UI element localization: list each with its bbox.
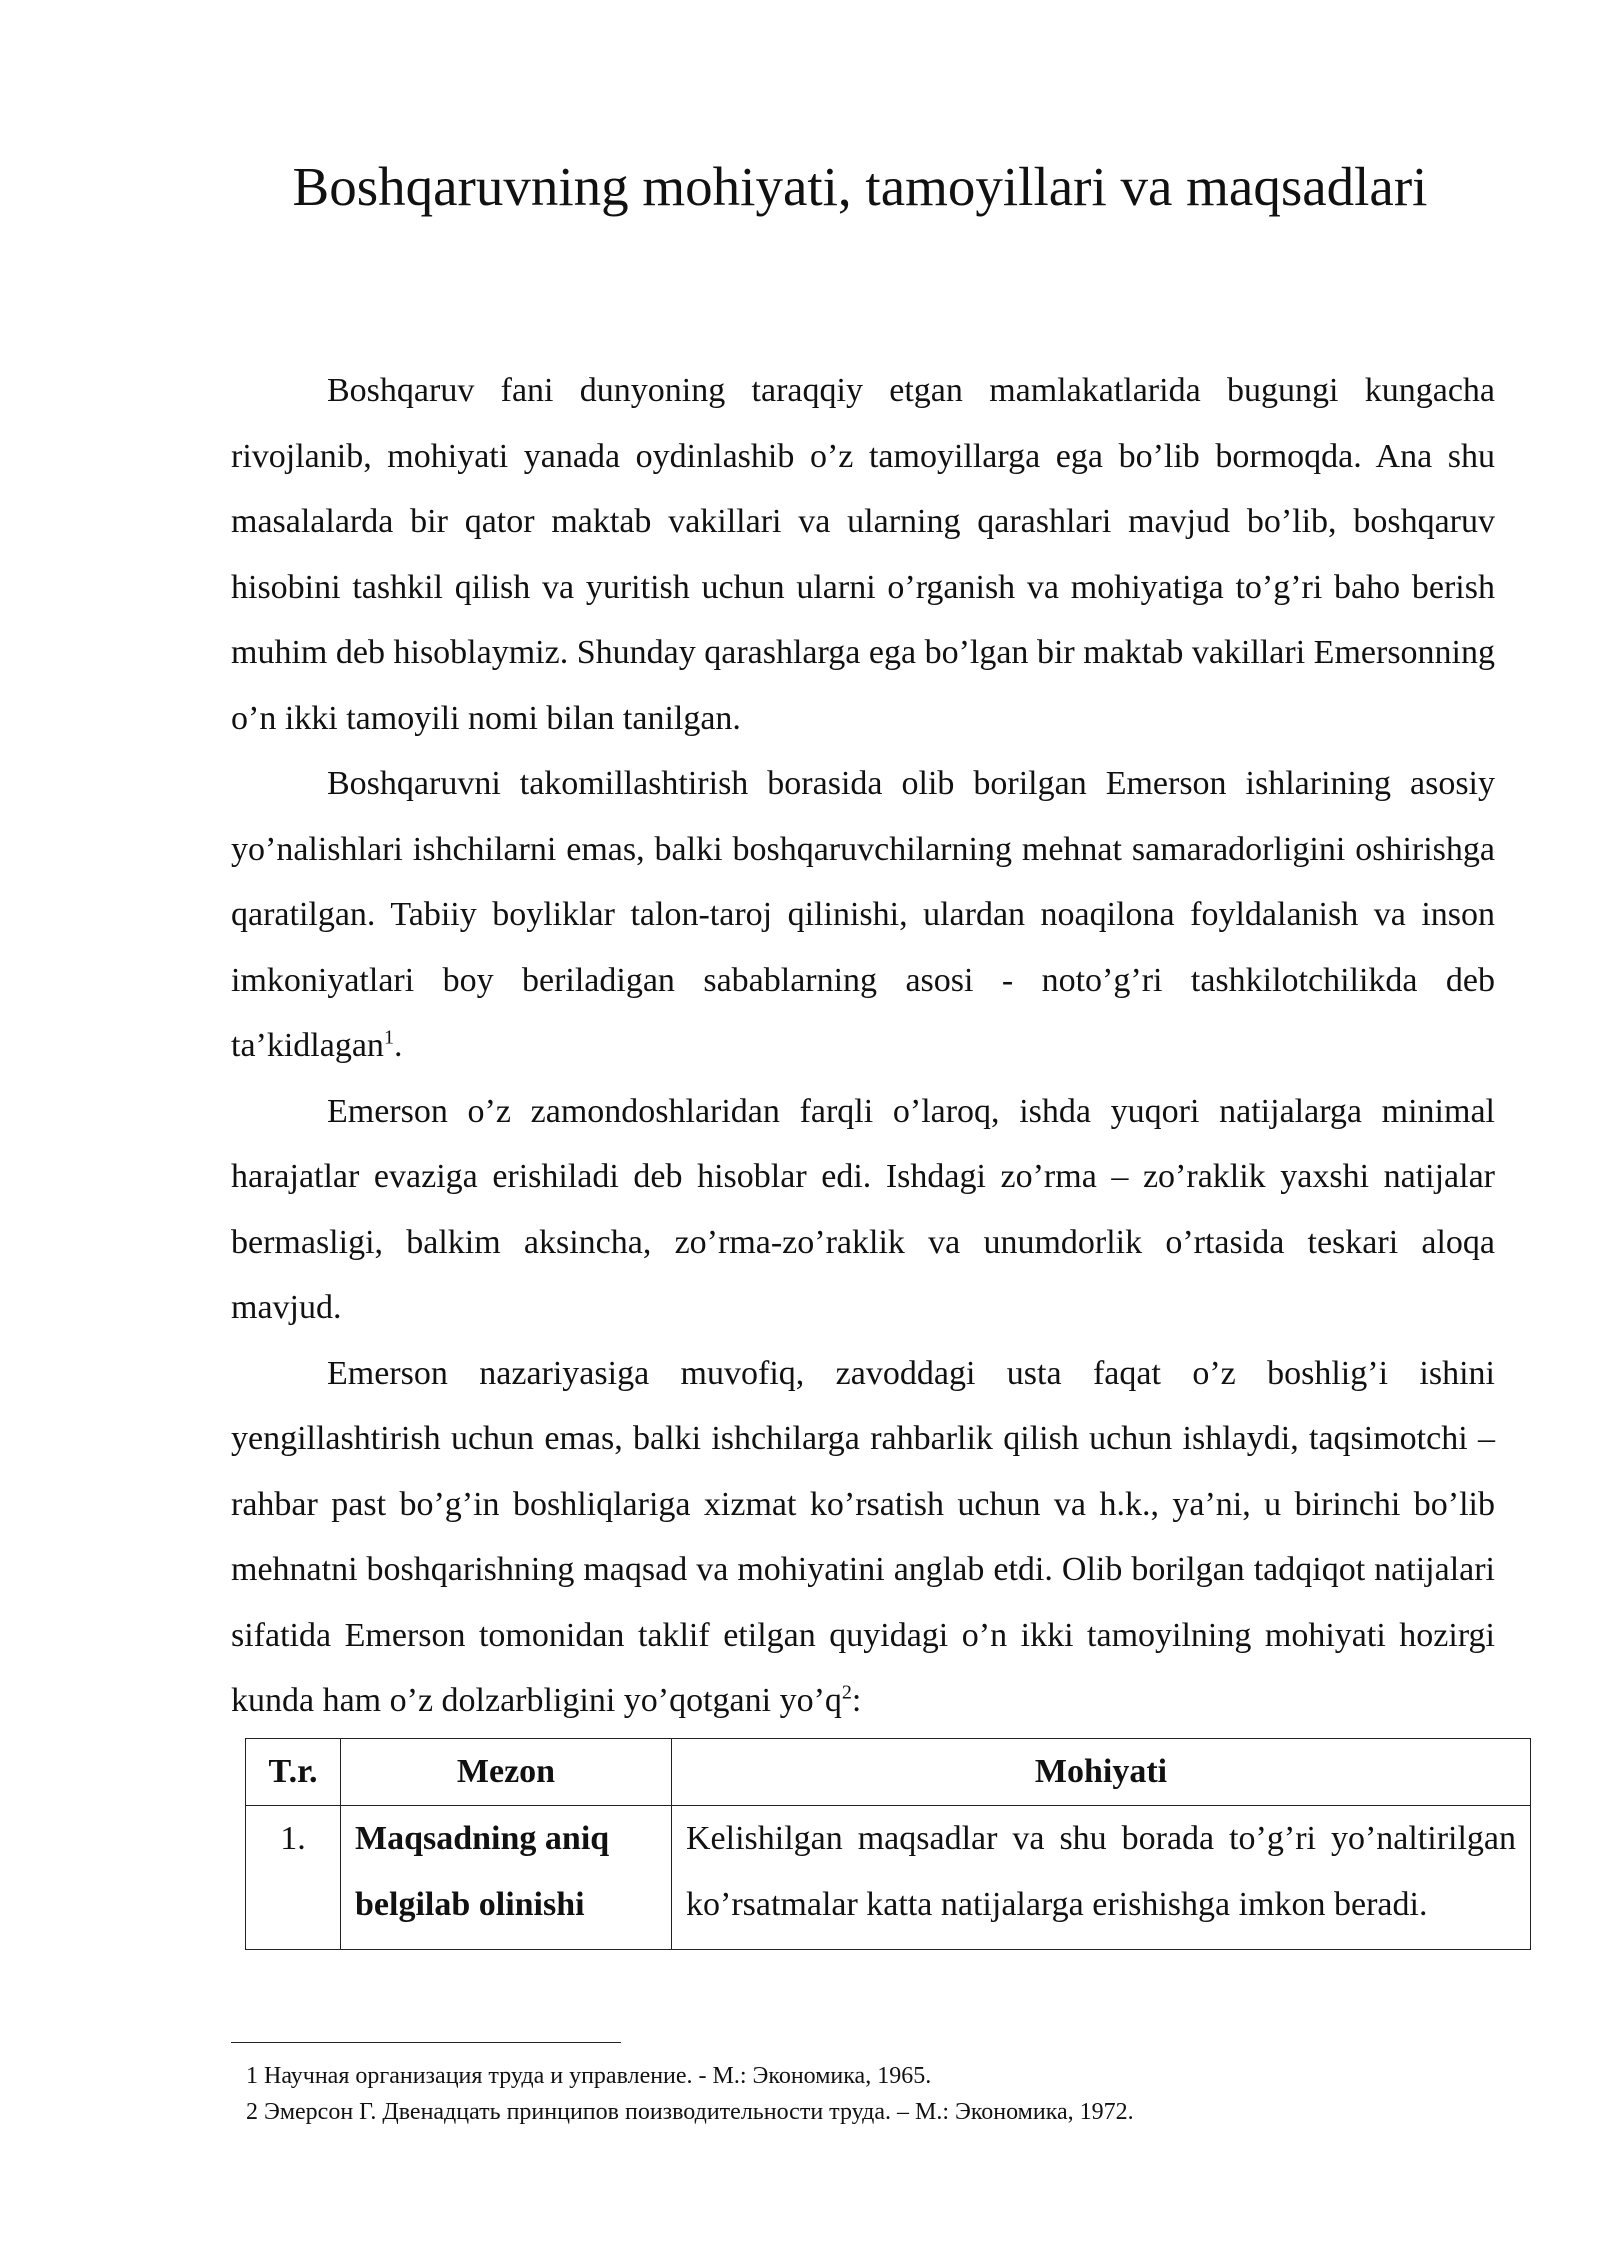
- table-row: [246, 1806, 1531, 1950]
- table-header-row: [246, 1739, 1531, 1806]
- paragraph-text: Boshqaruv fani dunyoning taraqqiy etgan mamlakatlarida bugungi kungacha rivojlanib, mohiyati yanada oydinlashib o’z tamoyillarga ega bo’lib bormoqda. Ana shu masalalarda bir qator maktab vakillari va ularning qarashlari mavjud bo’lib, boshqaruv hisobini tashkil qilish va yuritish uchun ularni o’rganish va mohiyatiga to’g’ri baho berish muhim deb hisoblaymiz. Shunday qarashlarga ega bo’lgan bir maktab vakillari Emersonning o’n ikki tamoyili nomi bilan tanilgan.: [231, 372, 1495, 737]
- footnote-separator: [231, 2042, 621, 2043]
- footnote-ref[interactable]: 1: [383, 1026, 394, 1049]
- paragraph: [231, 1079, 1495, 1341]
- paragraph-tail: :: [851, 1682, 862, 1719]
- paragraph-text: Emerson nazariyasiga muvofiq, zavoddagi usta faqat o’z boshlig’i ishini yengillashtirish uchun emas, balki ishchilarga rahbarlik qilish uchun ishlaydi, taqsimotchi – rahbar past bo’g’in boshliqlariga xizmat ko’rsatish uchun va h.k., ya’ni, u birinchi bo’lib mehnatni boshqarishning maqsad va mohiyatini anglab etdi. Olib borilgan tadqiqot natijalari sifatida Emerson tomonidan taklif etilgan quyidagi o’n ikki tamoyilning mohiyati hozirgi kunda ham o’z dolzarbligini yo’qotgani yo’q: [231, 1354, 1495, 1719]
- footnote-item: 1 Научная организация труда и управление. - М.: Экономика, 1965.: [246, 2063, 932, 2089]
- paragraph: [231, 751, 1495, 1079]
- criteria-table: [245, 1738, 1531, 1950]
- row-number: 1.: [246, 1806, 341, 1950]
- paragraph-text: Boshqaruvni takomillashtirish borasida olib borilgan Emerson ishlarining asosiy yo’nalishlari ishchilarni emas, balki boshqaruvchilarning mehnat samaradorligini oshirishga qaratilgan. Tabiiy boyliklar talon-taroj qilinishi, ulardan noaqilona foyldalanish va inson imkoniyatlari boy beriladigan sabablarning asosi - noto’g’ri tashkilotchilikda deb ta’kidlagan: [231, 765, 1495, 1064]
- paragraph: [231, 1341, 1495, 1734]
- footnote-item: 2 Эмерсон Г. Двенадцать принципов поизводительности труда. – М.: Экономика, 1972.: [246, 2099, 1134, 2125]
- footnotes: [246, 2058, 1496, 2130]
- paragraph-text: Emerson o’z zamondoshlaridan farqli o’laroq, ishda yuqori natijalarga minimal harajatlar evaziga erishiladi deb hisoblar edi. Ishdagi zo’rma – zo’raklik yaxshi natijalar bermasligi, balkim aksincha, zo’rma-zo’raklik va unumdorlik o’rtasida teskari aloqa mavjud.: [231, 1092, 1495, 1326]
- row-essence: Kelishilgan maqsadlar va shu borada to’g’ri yo’naltirilgan ko’rsatmalar katta natijalarga erishishga imkon beradi.: [672, 1806, 1531, 1950]
- paragraph: [231, 358, 1495, 751]
- page-title: Boshqaruvning mohiyati, tamoyillari va maqsadlari: [292, 156, 1428, 217]
- header-tr: T.r.: [246, 1739, 341, 1806]
- paragraph-tail: .: [393, 1027, 403, 1064]
- header-mezon: Mezon: [341, 1739, 672, 1806]
- document-body: [231, 358, 1495, 1734]
- header-mohiyati: Mohiyati: [672, 1739, 1531, 1806]
- footnote-ref[interactable]: 2: [841, 1681, 852, 1704]
- row-criterion: Maqsadning aniq belgilab olinishi: [341, 1806, 672, 1950]
